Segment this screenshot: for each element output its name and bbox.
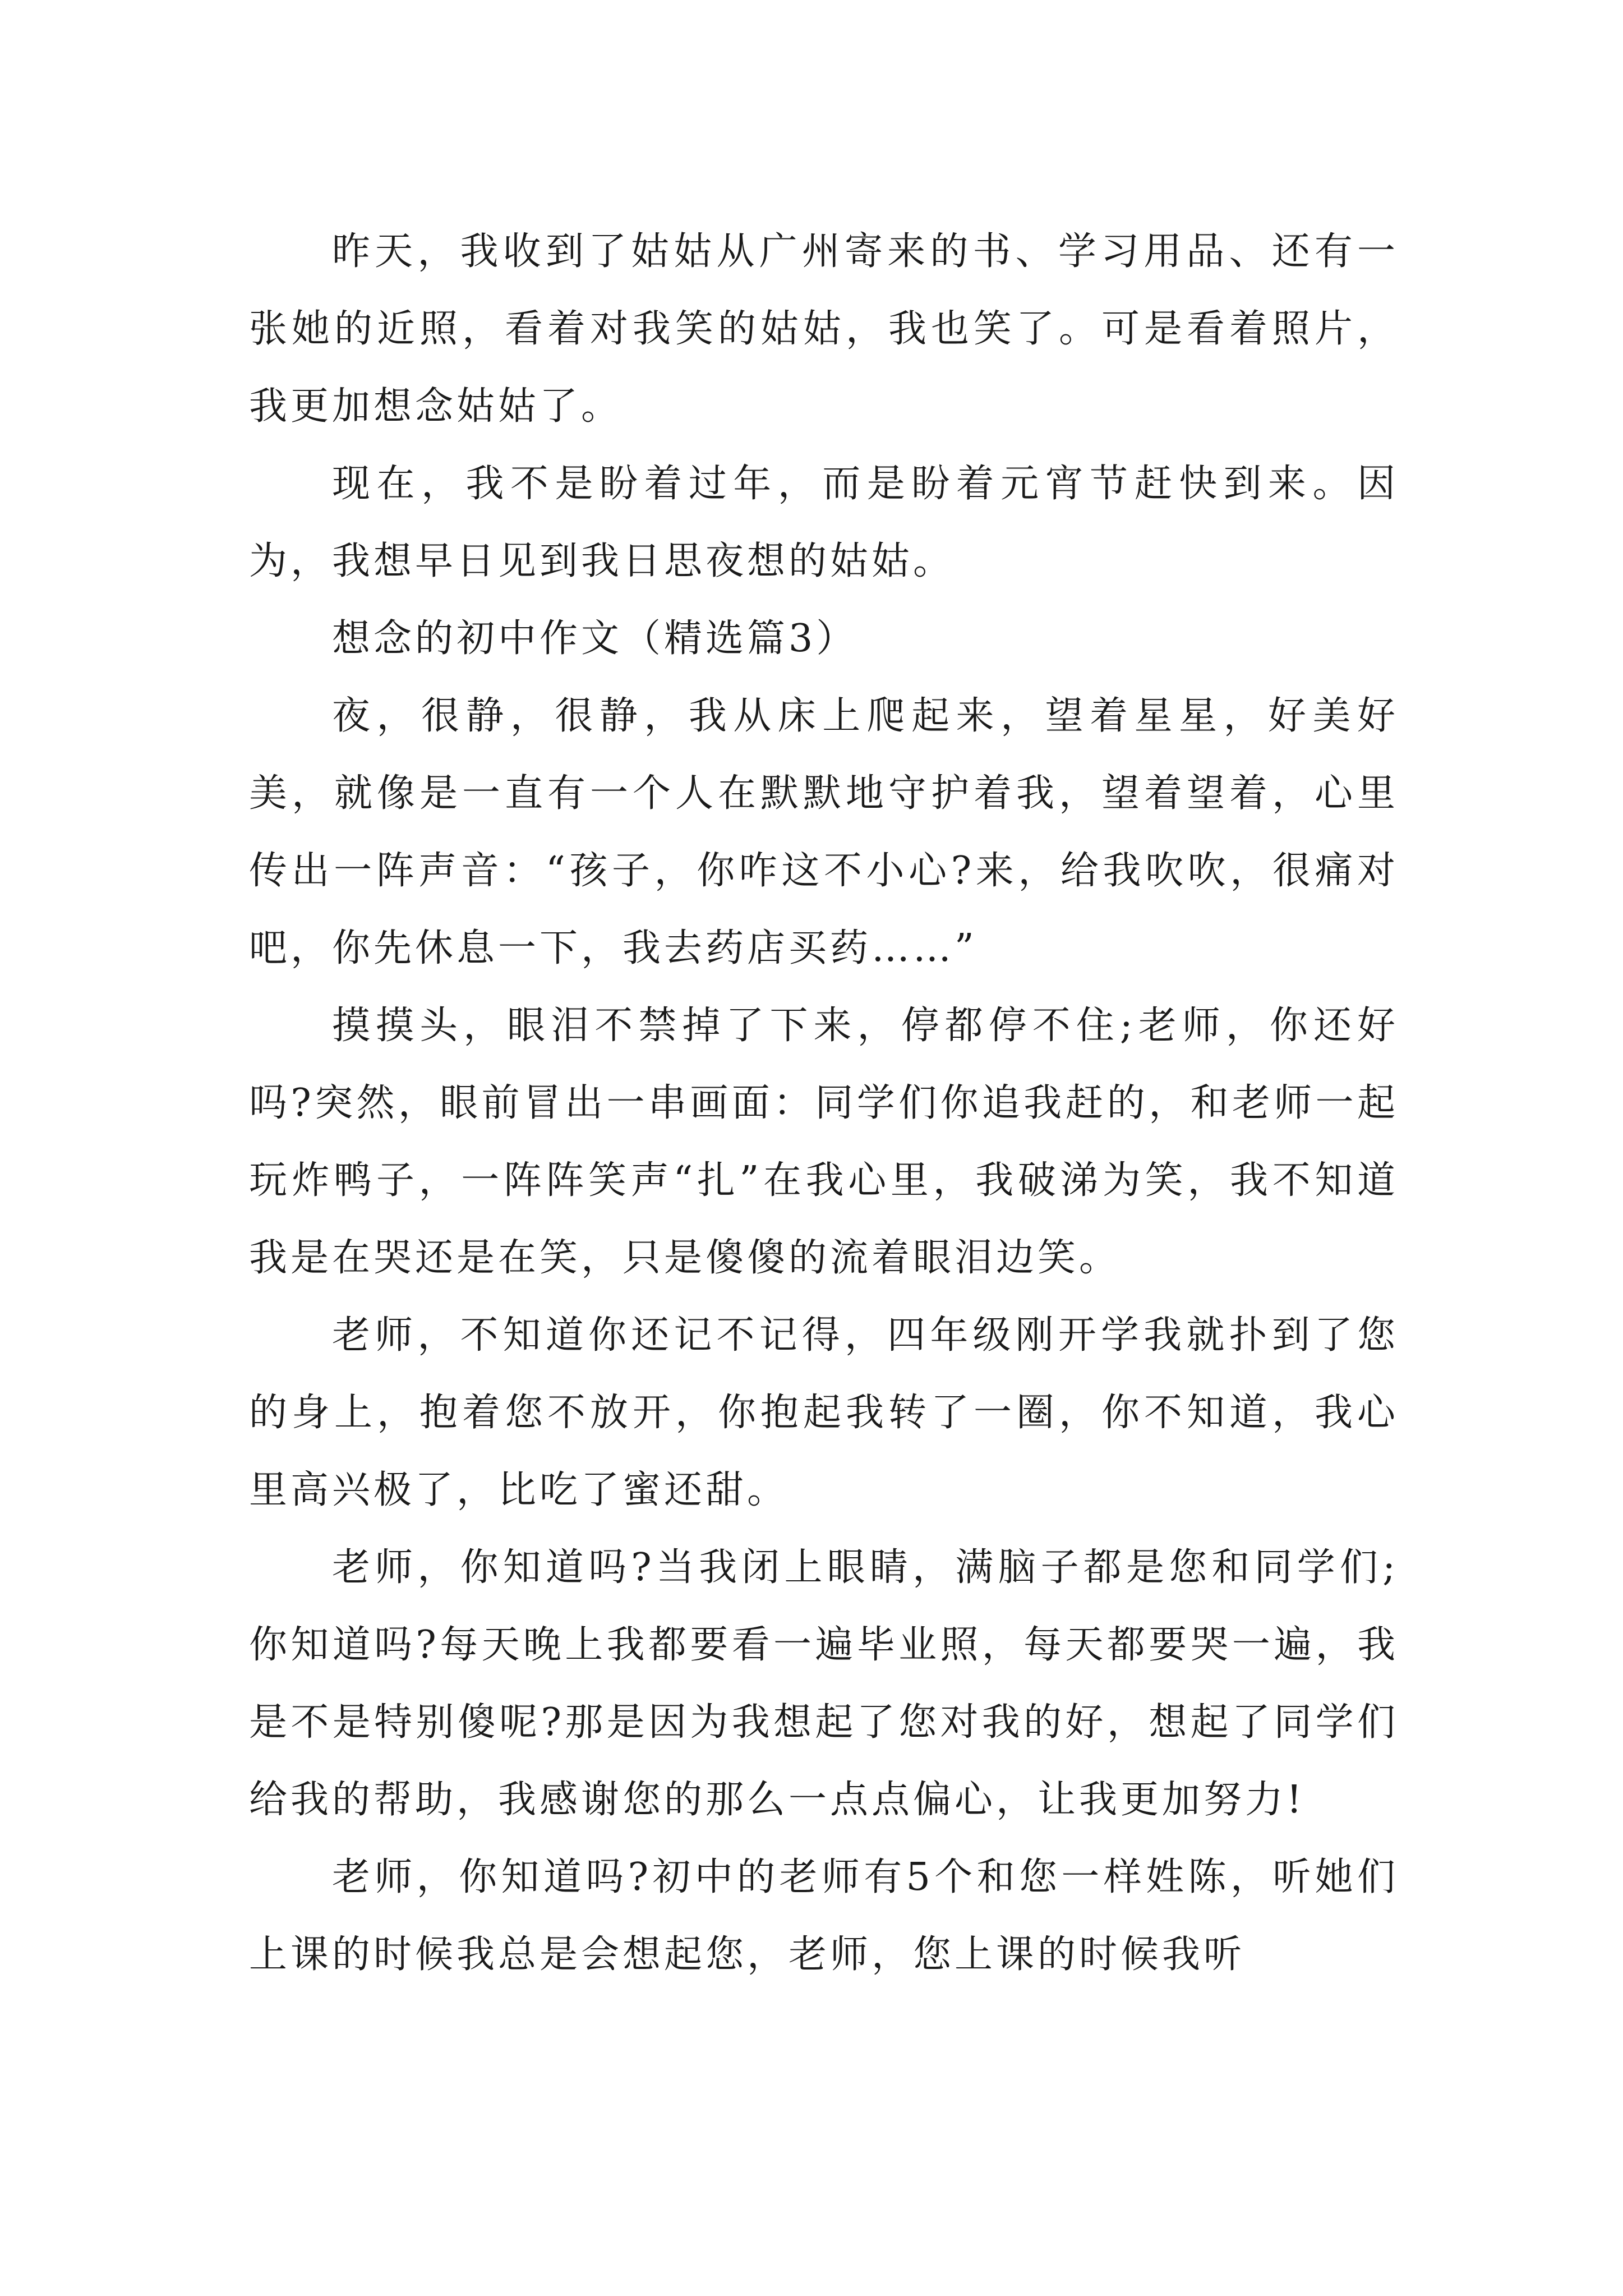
paragraph: 昨天，我收到了姑姑从广州寄来的书、学习用品、还有一张她的近照，看着对我笑的姑姑，我也笑了。可是看着照片，我更加想念姑姑了。 — [249, 229, 1399, 429]
paragraph: 夜，很静，很静，我从床上爬起来，望着星星，好美好美，就像是一直有一个人在默默地守护着我，望着望着，心里传出一阵声音：“孩子，你咋这不小心?来，给我吹吹，很痛对吧，你先休息一下，我去药店买药……” — [249, 694, 1399, 970]
paragraph: 老师，你知道吗?当我闭上眼睛，满脑子都是您和同学们;你知道吗?每天晚上我都要看一遍毕业照，每天都要哭一遍，我是不是特别傻呢?那是因为我想起了您对我的好，想起了同学们给我的帮助，我感谢您的那么一点点偏心，让我更加努力! — [249, 1545, 1399, 1822]
paragraph: 老师，不知道你还记不记得，四年级刚开学我就扑到了您的身上，抱着您不放开，你抱起我转了一圈，你不知道，我心里高兴极了，比吃了蜜还甜。 — [249, 1313, 1399, 1512]
section-heading: 想念的初中作文（精选篇3） — [332, 616, 858, 661]
paragraph: 摸摸头，眼泪不禁掉了下来，停都停不住;老师，你还好吗?突然，眼前冒出一串画面：同学们你追我赶的，和老师一起玩炸鸭子，一阵阵笑声“扎”在我心里，我破涕为笑，我不知道我是在哭还是在笑，只是傻傻的流着眼泪边笑。 — [249, 1004, 1399, 1280]
paragraph: 老师，你知道吗?初中的老师有5个和您一样姓陈，听她们上课的时候我总是会想起您，老师，您上课的时候我听 — [249, 1855, 1399, 1977]
paragraph: 现在，我不是盼着过年，而是盼着元宵节赶快到来。因为，我想早日见到我日思夜想的姑姑。 — [249, 462, 1399, 583]
document-body — [249, 213, 1399, 1994]
